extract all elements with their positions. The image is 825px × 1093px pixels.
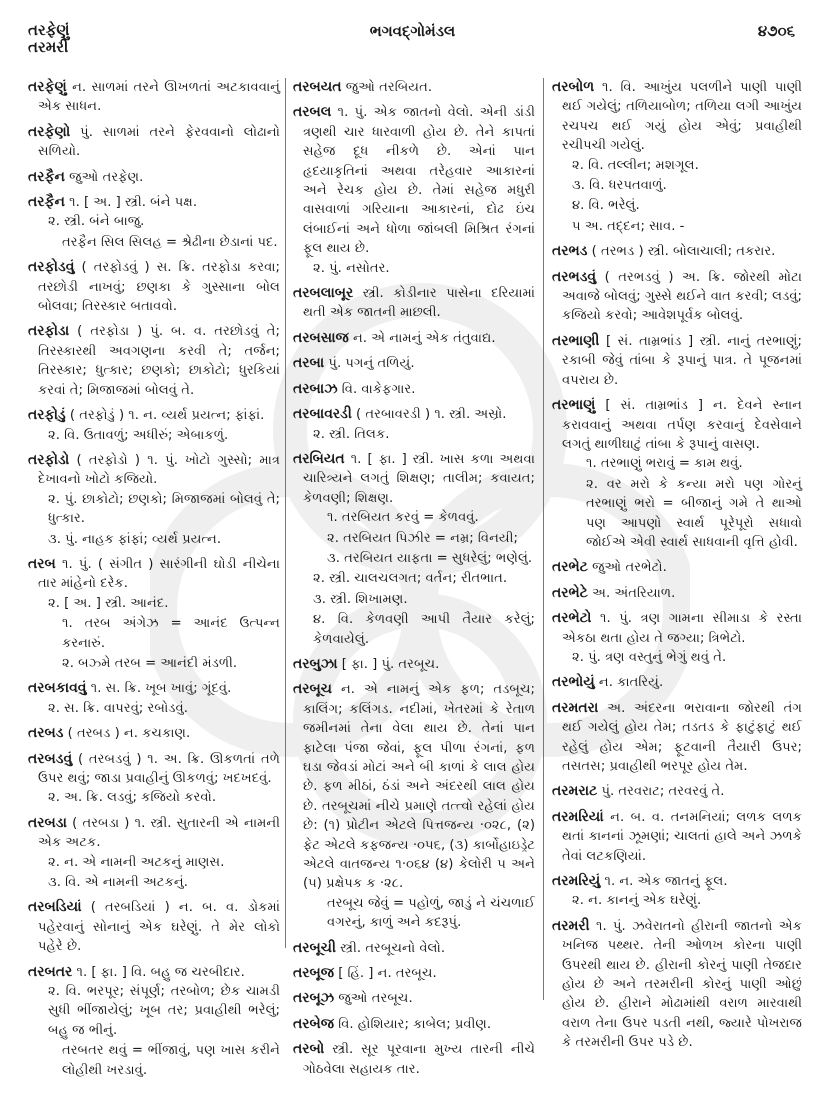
dictionary-entry: [28, 963, 280, 1080]
sub-sense: ૨. વિ. ઉતાવળું; અધીરું; એબાકળું.: [48, 427, 229, 443]
dictionary-entry: [293, 284, 535, 323]
usage-example: તરબૂચ જેવું = પહોળું, જાડું ને ચંચળાઈ વગરનું, કાળું અને કદરૂપું.: [327, 895, 535, 931]
definition: ( તરબડા ) ૧. સ્ત્રી. સુતારની એ નામની એક અટક.: [38, 815, 280, 851]
definition: ૧. [ ફા. ] વિ. બહુ જ ચરબીદાર.: [76, 964, 245, 980]
definition: ૧. પું. એક જાતનો વેલો. એની ડાંડી ત્રણથી ચાર ધારવાળી હોય છે. તેને કાપતાં સહેજ દૂધ નીકળે છે. એનાં પાન હૃદયાકૃતિનાં અથવા તરેહવાર આકારનાં અને રેચક હોય છે. તેમાં સહેજ મધુરી વાસવાળાં ગરિયાના આકારનાં, દોઢ ઇંચ લંબાઈનાં અને ધોળા જાંબલી મિશ્રિત રંગનાં ફૂલ થાય છે.: [303, 105, 535, 257]
dictionary-entry: [293, 989, 535, 1008]
book-title: ભગવદ્ગોમંડલ: [369, 22, 456, 40]
dictionary-entry: [552, 808, 802, 866]
definition: ન. બ. વ. તનમનિયાં; લળક લળક થતાં કાનનાં ઝૂમણાં; ચાલતાં હાલે અને ઝળકે તેવાં લટકણિયાં.: [562, 809, 802, 864]
definition: સ્ત્રી. સૂર પૂરવાના મુખ્ય તારની નીચે ગોઠવેલા સહાયક તાર.: [303, 1042, 535, 1077]
headword: તરબોળ: [552, 79, 595, 95]
dictionary-entry: [28, 724, 280, 743]
definition: ( તરબડવું ) ૧. અ. ક્રિ. ઊકળતાં તળે ઉપર થવું; જાડા પ્રવાહીનું ઊકળવું; ખદખદવું.: [38, 751, 280, 786]
definition: ન. એ નામનું એક તંતુવાદ્ય.: [352, 330, 496, 346]
sub-sense: ૨. [ અ. ] સ્ત્રી. આનંદ.: [48, 595, 169, 611]
dictionary-entry: [552, 558, 802, 577]
headword: તરફૈન: [28, 194, 65, 211]
headword: તરબૂચ: [293, 681, 332, 698]
headword: તરબડા: [28, 814, 67, 831]
usage-example: ૧. તરબ અંગેઝ = આનંદ ઉત્પન્ન કરનારું.: [62, 616, 280, 651]
guide-word-first: તરફેણું: [28, 21, 70, 39]
sub-sense: ૨. વિ. તલ્લીન; મશગૂલ.: [572, 157, 699, 173]
headword: તરબતર: [28, 963, 73, 980]
headword: તરફેણો: [28, 123, 71, 140]
dictionary-entry: [28, 555, 280, 673]
dictionary-entry: [293, 78, 535, 97]
dictionary-entry: [28, 406, 280, 445]
dictionary-entry: [28, 193, 280, 252]
usage-example: તરફૈન સિલ સિલહ = શ્રેઢીના છેડાનાં પદ.: [62, 234, 278, 250]
dictionary-entry: [293, 1015, 535, 1034]
sub-sense: ૫ અ. તદ્દન; સાવ. -: [572, 218, 685, 234]
headword: તરભાણી: [552, 332, 600, 349]
column-1: [28, 78, 280, 1078]
definition: [ સં. તામ્રભાંડ ] ન. દેવને સ્નાન કરાવવાનું અથવા તર્પણ કરવાનું દેવસેવાને લગતું થાળીઘાટું તાંબા કે રૂપાનું વાસણ.: [562, 398, 802, 452]
dictionary-entry: [28, 78, 280, 117]
dictionary-entry: [28, 679, 280, 718]
definition: ન. એ નામનું એક ફળ; તડબૂચ; કાલિંગ; કલિંગડ. નદીમાં, ખેતરમાં કે રેતાળ જમીનમાં તેના વેલા થાય છે. તેનાં પાન ફાટેલા પંજા જેવાં, ફૂલ પીળા રંગનાં, ફળ ઘડા જેવડાં મોટાં અને બી કાળાં કે લાલ હોય છે. ફળ મીઠાં, ઠંડાં અને અંદરથી લાલ હોય છે. તરબૂચમાં નીચે પ્રમાણે તત્ત્વો રહેલાં હોય છે: (૧) પ્રોટીન એટલે પિત્તજન્ય ·૦૨૮, (૨) ફેટ એટલે કફજન્ય ·૦૫૬, (૩) કાર્બોહાઇડ્રેટ એટલે વાતજન્ય ૧·૦૬૪ (૪) કેલોરી ૫ અને (૫) પ્રક્ષેપક ક ·૨૮.: [303, 682, 535, 892]
definition: ૧. પું. ઝવેરાતનો હીરાની જાતનો એક ખનિજ પથ્થર. તેની ઓળખ કોરના પાણી ઉપરથી થાય છે. હીરાની કોરનું પાણી તેજદાર હોય છે અને તરમરીની કોરનું પાણી ઓછું હોય છે. હીરાને મોઢામાંથી વરાળ મારવાથી વરાળ તેના ઉપર પડતી નથી, જ્યારે પોખરાજ કે તરમરીની ઉપર પડે છે.: [562, 918, 802, 1051]
sub-sense: ૨. સ. ક્રિ. વાપરવું; રબોડવું.: [48, 700, 188, 716]
dictionary-entry: [293, 103, 535, 278]
sub-sense: ૨. પું. છાકોટો; છણકો; મિજાજમાં બોલવું તે; ધુત્કાર.: [48, 491, 280, 527]
definition: ( તરબાવરડી ) ૧. સ્ત્રી. અસ્રો.: [356, 407, 507, 423]
dictionary-entry: [28, 898, 280, 956]
usage-example: ૨. બઝ્મે તરબ = આનંદી મંડળી.: [62, 655, 238, 671]
sub-sense: ૨. પું. નસોતર.: [313, 260, 390, 276]
definition: જુઓ તરબૂચ.: [338, 991, 413, 1007]
definition: ( તરફોડવું ) સ. ક્રિ. તરફોડા કરવા; તરછોડી નાખવું; છણકા કે ગુસ્સાના બોલ બોલવા; તિરસ્કાર બતાવવો.: [38, 260, 280, 315]
dictionary-entry: [293, 964, 535, 983]
dictionary-entry: [293, 939, 535, 958]
definition: ૧. પું. ( સંગીત ) સારંગીની ઘોડી નીચેના તાર માંહેનો દરેક.: [38, 556, 280, 592]
headword: તરબલ: [293, 104, 332, 121]
definition: સ્ત્રી. તરબૂચનો વેલો.: [340, 940, 446, 956]
dictionary-entry: [293, 655, 535, 674]
dictionary-entry: [28, 258, 280, 316]
dictionary-entry: [293, 680, 535, 932]
headword: તરફોડું: [28, 407, 66, 424]
headword: તરબડવું: [28, 750, 73, 767]
sub-sense: ૪. વિ. કેળવણી આપી તૈયાર કરેલું; કેળવાયેલું.: [313, 612, 535, 647]
sub-sense: ૨. ન. કાનનું એક ઘરેણું.: [572, 893, 702, 909]
headword: તરભડ: [552, 243, 588, 260]
headword: તરબેજ: [293, 1015, 335, 1032]
headword: તરબાવરડી: [293, 406, 352, 423]
headword: તરફેણું: [28, 79, 67, 95]
headword: તરબકાવવું: [28, 680, 87, 697]
headword: તરબડ: [28, 725, 64, 742]
dictionary-entry: [28, 168, 280, 187]
headword: તરબલાબૂર: [293, 285, 354, 302]
definition: ( તરફોડો ) ૧. પું. ખોટો ગુસ્સો; માત્ર દેખાવનો ખોટો કજિયો.: [38, 452, 280, 488]
headword: તરફોડો: [28, 451, 70, 468]
dictionary-entry: [552, 699, 802, 777]
definition: ન. કાતરિયું.: [598, 675, 664, 691]
headword: તરફોડા: [28, 323, 70, 340]
headword: તરભેટો: [552, 610, 592, 627]
headword: તરભાણું: [552, 397, 596, 414]
dictionary-entry: [552, 872, 802, 911]
usage-example: તરબતર થવું = ભીંજાવું, પણ ખાસ કરીને લોહીથી ખરડાવું.: [62, 1043, 280, 1078]
headword: તરફોડવું: [28, 259, 75, 276]
headword: તરબૂઝ: [293, 990, 335, 1007]
dictionary-entry: [293, 354, 535, 373]
sub-sense: ૨. પું. ત્રણ વસ્તુનું ભેગું થવું તે.: [572, 649, 727, 665]
headword: તરમતરા: [552, 699, 599, 716]
dictionary-entry: [552, 917, 802, 1053]
headword: તરબાઝ: [293, 380, 338, 397]
dictionary-entry: [293, 450, 535, 649]
dictionary-entry: [552, 78, 802, 236]
headword: તરબુઝા: [293, 655, 338, 672]
dictionary-entry: [28, 750, 280, 808]
definition: ( તરફોડા ) પું. બ. વ. તરછોડવું તે; તિરસ્કારથી અવગણના કરવી તે; તર્જન; તિરસ્કાર; ધુત્કાર; છણકો; છાકોટો; ધુરકિયાં કરવાં તે; મિજાજમાં બોલવું તે.: [38, 324, 280, 398]
headword: તરબૂજ: [293, 965, 335, 982]
headword: તરભેટ: [552, 559, 588, 576]
headword: તરભેટે: [552, 584, 588, 601]
sub-sense: ૩. વિ. ધરપતવાળું.: [572, 178, 667, 194]
headword: તરબૂચી: [293, 939, 336, 956]
dictionary-entry: [28, 814, 280, 893]
sub-sense: ૨. અ. ક્રિ. લડવું; કજિયો કરવો.: [48, 790, 217, 806]
headword: તરભડવું: [552, 268, 597, 285]
definition: સ્ત્રી. કોડીનાર પાસેના દરિયામાં થતી એક જાતની માછલી.: [303, 286, 535, 321]
dictionary-entry: [552, 782, 802, 801]
dictionary-entry: [552, 242, 802, 261]
headword: તરમરિયાં: [552, 808, 604, 825]
headword: તરમરી: [552, 917, 590, 934]
definition: જુઓ તરભેટો.: [592, 560, 667, 576]
guide-word-last: તરમરી: [28, 38, 69, 56]
column-3: [552, 78, 802, 1051]
headword: તરભોયું: [552, 674, 595, 691]
dictionary-entry: [293, 380, 535, 399]
definition: ૧. [ ફા. ] સ્ત્રી. ખાસ કળા અથવા ચારિત્ર્યને લગતું શિક્ષણ; તાલીમ; કવાયત; કેળવણી; શિક્ષણ.: [303, 451, 535, 506]
dictionary-entry: [552, 268, 802, 326]
dictionary-entry: [552, 584, 802, 603]
dictionary-entry: [28, 123, 280, 162]
usage-example: ૨. વર મરો કે કન્યા મરો પણ ગોરનું તરભાણું ભરો = બીજાનું ગમે તે થાઓ પણ આપણો સ્વાર્થ પૂરેપૂરો સધાવો જોઈએ એવી સ્વાર્થ સાધવાની વૃત્તિ હોવી.: [586, 476, 802, 550]
definition: ( તરબડ ) ન. કચકાણ.: [67, 726, 191, 742]
headword: તરબસાજ: [293, 329, 349, 346]
sub-sense: ૨. વિ. ભરપૂર; સંપૂર્ણ; તરબોળ; છેક ચામડી સુધી ભીંજાયેલું; ખૂબ તર; પ્રવાહીથી ભરેલું; બહુ જ ભીનું.: [48, 984, 280, 1038]
definition: ૧. ન. એક જાતનું ફૂલ.: [604, 874, 728, 890]
dictionary-entry: [552, 673, 802, 692]
definition: [ હિં. ] ન. તરબૂચ.: [338, 966, 437, 982]
dictionary-entry: [28, 451, 280, 549]
headword: તરબિયત: [293, 450, 345, 467]
sub-sense: ૨. સ્ત્રી. તિલક.: [313, 426, 390, 442]
sub-sense: ૩. પું. નાહક ફાંફાં; વ્યર્થ પ્રયત્ન.: [48, 531, 222, 547]
usage-example: ૧. તરબિયત કરવું = કેળવવું.: [327, 510, 479, 526]
headword: તરબા: [293, 355, 325, 372]
dictionary-entry: [552, 609, 802, 667]
dictionary-entry: [28, 322, 280, 400]
headword: તરફૈન: [28, 168, 65, 185]
definition: [ સં. તામ્રભાંડ ] સ્ત્રી. નાનું તરભાણું; રકાબી જેવું તાંબા કે રૂપાનું પાત્ર. તે પૂજનમાં વપરાય છે.: [562, 333, 802, 388]
definition: પું. પગનું તળિયું.: [328, 356, 415, 372]
definition: ન. સાળમાં તરને ઊખળતાં અટકાવવાનું એક સાધન.: [38, 80, 280, 115]
usage-example: ૩. તરબિયત યાફતા = સુધરેલું; ભણેલું.: [327, 550, 533, 566]
usage-example: ૨. તરબિયત પિઝીર = નમ્ર; વિનયી;: [327, 530, 518, 546]
dictionary-entry: [552, 332, 802, 390]
sub-sense: ૩. વિ. એ નામની અટકનું.: [48, 875, 188, 891]
sub-sense: ૨. સ્ત્રી. બંને બાજુ.: [48, 214, 145, 230]
sub-sense: ૪. વિ. ભરેલું.: [572, 198, 640, 214]
dictionary-entry: [293, 329, 535, 348]
definition: ( તરભડ ) સ્ત્રી. બોલાચાલી; તકરાર.: [591, 244, 776, 260]
sub-sense: ૨. સ્ત્રી. ચાલચલગત; વર્તન; રીતભાત.: [313, 571, 508, 587]
usage-example: ૧. તરભાણું ભરાવું = કામ થવું.: [586, 456, 743, 472]
definition: જુઓ તરબિયત.: [345, 80, 433, 95]
definition: ( તરભડવું ) અ. ક્રિ. જોરથી મોટા અવાજે બોલવું; ગુસ્સે થઈને વાત કરવી; લડવું; કજિયો કરવો; આવેશપૂર્વક બોલવું.: [562, 269, 802, 324]
headword: તરમરાટ: [552, 783, 598, 800]
definition: ( તરફોડું ) ૧. ન. વ્યર્થ પ્રયત્ન; ફાંફાં.: [69, 408, 265, 424]
definition: પું. સાળમાં તરને ફેરવવાનો લોઢાનો સળિયો.: [38, 124, 280, 160]
dictionary-entry: [552, 396, 802, 552]
column-2: [293, 78, 535, 1077]
page-header: [0, 22, 825, 62]
definition: ૧. વિ. આખુંય પલળીને પાણી પાણી થઈ ગયેલું; તળિયાબોળ; તળિયા લગી આખુંય રચપચ થઈ ગયું હોય એવું; પ્રવાહીથી રચીપચી ગયેલું.: [562, 80, 802, 154]
column-divider: [285, 78, 286, 948]
definition: પું. તરવરાટ; તરવરવું તે.: [601, 784, 725, 800]
definition: વિ. હોશિયાર; કાબેલ; પ્રવીણ.: [338, 1016, 492, 1032]
definition: વિ. વાકેફગાર.: [341, 381, 416, 397]
headword: તરબો: [293, 1041, 325, 1058]
headword: તરબ: [28, 555, 56, 572]
definition: ૧. પું. ત્રણ ગામના સીમાડા કે રસ્તા એકઠા થતા હોય તે જગ્યા; ત્રિભેટો.: [562, 611, 802, 646]
headword: તરબયત: [293, 79, 342, 95]
definition: જુઓ તરફેણ.: [69, 169, 144, 185]
definition: ૧. [ અ. ] સ્ત્રી. બંને પક્ષ.: [69, 195, 198, 211]
definition: અ. અંદરના ભરાવાના જોરથી તંગ થઈ ગયેલું હોય તેમ; તડતડ કે ફાટુંફાટું થઈ રહેલું હોય એમ; ફૂટવાની તૈયારી ઉપર; તસતસ; પ્રવાહીથી ભરપૂર હોય તેમ.: [562, 700, 802, 774]
dictionary-entry: [293, 405, 535, 444]
page-number: ૪૭૦૬: [757, 22, 795, 40]
column-divider: [543, 78, 544, 1000]
definition: ૧. સ. ક્રિ. ખૂબ ખાવું; ગૂંદવું.: [90, 681, 232, 697]
definition: ( તરબડિયાં ) ન. બ. વ. ડોકમાં પહેરવાનું સોનાનું એક ઘરેણું. તે મેર લોકો પહેરે છે.: [38, 900, 280, 955]
definition: અ. અંતરિયાળ.: [592, 585, 676, 601]
headword: તરમરિયું: [552, 873, 601, 890]
definition: [ ફા. ] પું. તરબૂચ.: [341, 656, 440, 672]
headword: તરબડિયાં: [28, 899, 82, 916]
dictionary-entry: [293, 1040, 535, 1079]
sub-sense: ૨. ન. એ નામની અટકનું માણસ.: [48, 854, 225, 870]
sub-sense: ૩. સ્ત્રી. શિખામણ.: [313, 591, 408, 607]
